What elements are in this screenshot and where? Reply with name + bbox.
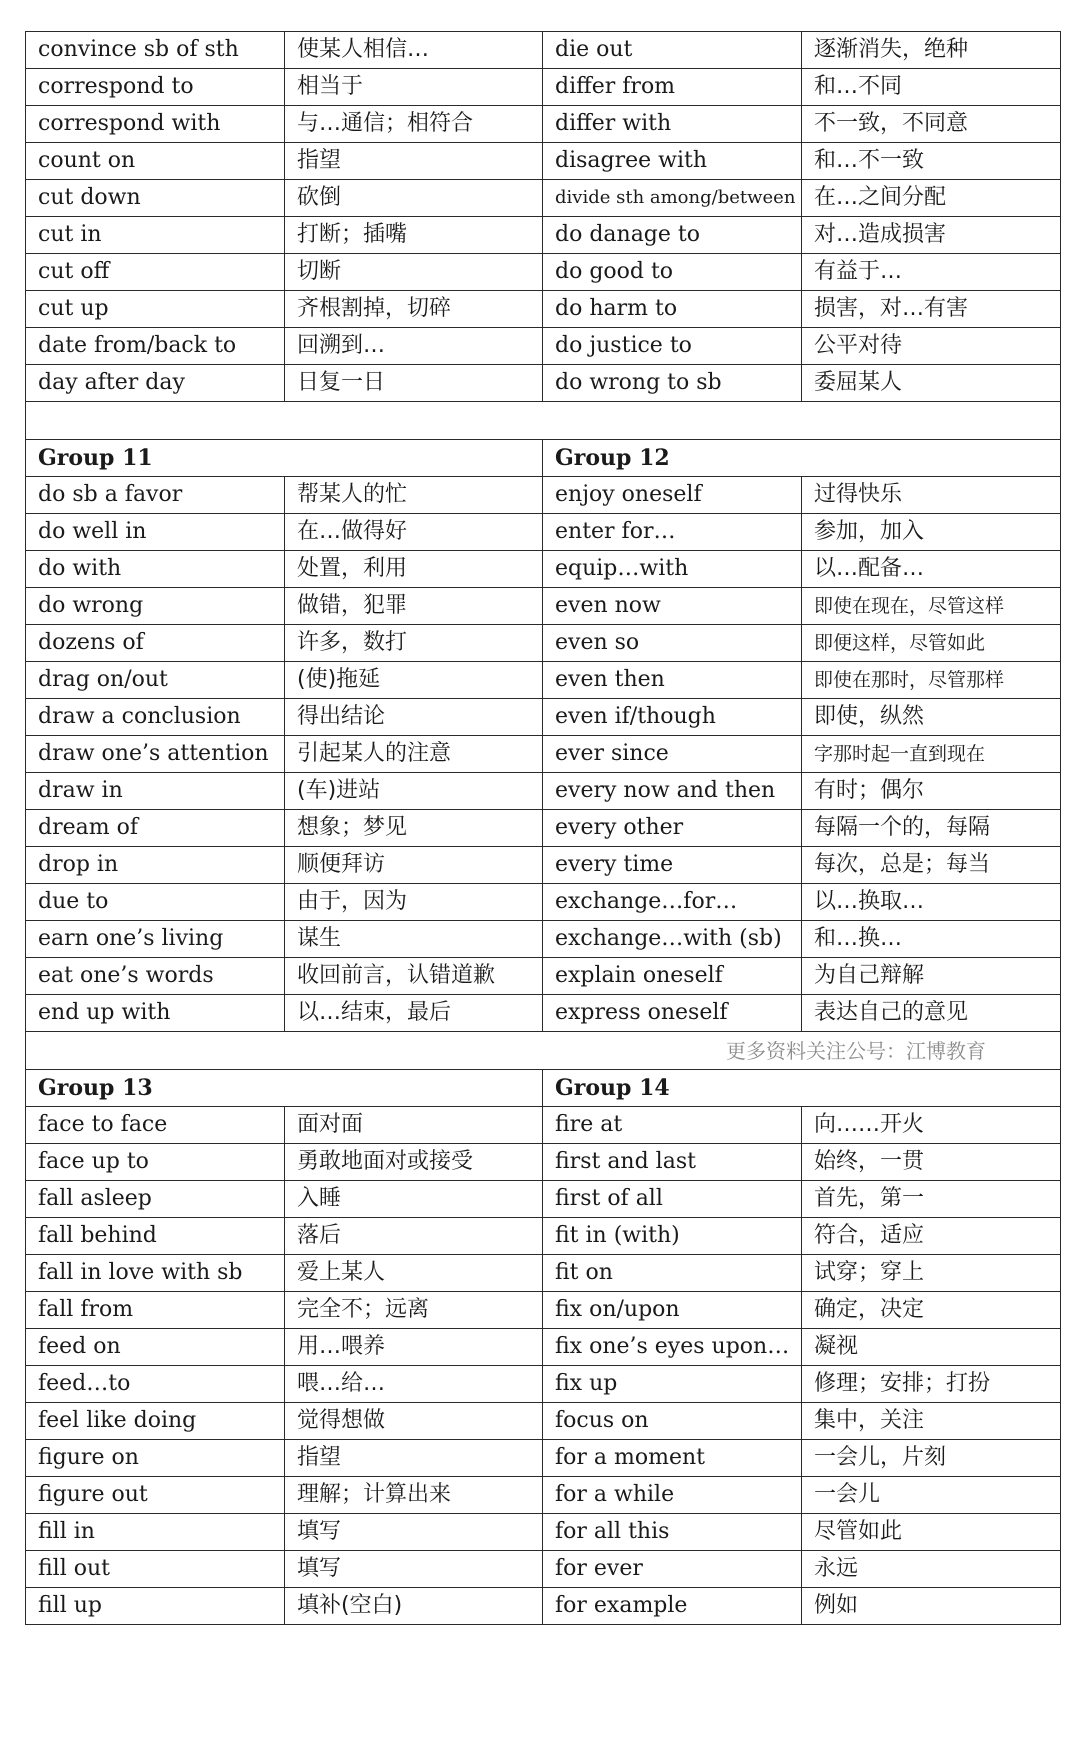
meaning-cell: 相当于 — [285, 69, 543, 106]
table-row — [26, 1292, 1061, 1329]
table-row — [26, 1588, 1061, 1625]
table-row — [26, 1514, 1061, 1551]
table-row — [26, 921, 1061, 958]
meaning-cell: 顺便拜访 — [285, 847, 543, 884]
meaning-cell: 觉得想做 — [285, 1403, 543, 1440]
meaning-cell: 理解；计算出来 — [285, 1477, 543, 1514]
meaning-cell: 以…换取… — [802, 884, 1061, 921]
table-row — [26, 217, 1061, 254]
table-row — [26, 773, 1061, 810]
note-row — [26, 1032, 1061, 1070]
group-header-row — [26, 1070, 1061, 1107]
table-row — [26, 1218, 1061, 1255]
phrase-cell: fix one’s eyes upon… — [543, 1329, 802, 1366]
meaning-cell: 逐渐消失，绝种 — [802, 32, 1061, 69]
meaning-cell: 即便这样，尽管如此 — [802, 625, 1061, 662]
phrase-cell: enter for… — [543, 514, 802, 551]
table-row — [26, 291, 1061, 328]
phrase-cell: fill in — [26, 1514, 285, 1551]
meaning-cell: 砍倒 — [285, 180, 543, 217]
table-row — [26, 69, 1061, 106]
meaning-cell: 对…造成损害 — [802, 217, 1061, 254]
meaning-cell: 即使在现在，尽管这样 — [802, 588, 1061, 625]
meaning-cell: 帮某人的忙 — [285, 477, 543, 514]
phrase-cell: correspond to — [26, 69, 285, 106]
meaning-cell: 喂…给… — [285, 1366, 543, 1403]
table-row — [26, 254, 1061, 291]
meaning-cell: 参加，加入 — [802, 514, 1061, 551]
phrase-cell: fill out — [26, 1551, 285, 1588]
phrase-cell: face up to — [26, 1144, 285, 1181]
meaning-cell: 填写 — [285, 1551, 543, 1588]
table-row — [26, 1477, 1061, 1514]
meaning-cell: 和…不同 — [802, 69, 1061, 106]
phrase-cell: cut off — [26, 254, 285, 291]
meaning-cell: 落后 — [285, 1218, 543, 1255]
table-row — [26, 328, 1061, 365]
meaning-cell: 勇敢地面对或接受 — [285, 1144, 543, 1181]
meaning-cell: 例如 — [802, 1588, 1061, 1625]
group-title: Group 13 — [26, 1070, 543, 1107]
phrase-cell: drop in — [26, 847, 285, 884]
meaning-cell: 许多，数打 — [285, 625, 543, 662]
phrase-cell: fill up — [26, 1588, 285, 1625]
source-note: 更多资料关注公号：江博教育 — [26, 1032, 1061, 1070]
meaning-cell: 试穿；穿上 — [802, 1255, 1061, 1292]
phrase-cell: first of all — [543, 1181, 802, 1218]
phrase-cell: fall asleep — [26, 1181, 285, 1218]
meaning-cell: 每隔一个的，每隔 — [802, 810, 1061, 847]
table-row — [26, 106, 1061, 143]
phrase-cell: earn one’s living — [26, 921, 285, 958]
phrase-cell: fix up — [543, 1366, 802, 1403]
meaning-cell: 使某人相信… — [285, 32, 543, 69]
meaning-cell: 确定，决定 — [802, 1292, 1061, 1329]
meaning-cell: 首先，第一 — [802, 1181, 1061, 1218]
phrase-cell: convince sb of sth — [26, 32, 285, 69]
phrase-cell: first and last — [543, 1144, 802, 1181]
phrase-cell: explain oneself — [543, 958, 802, 995]
meaning-cell: 谋生 — [285, 921, 543, 958]
phrase-cell: draw a conclusion — [26, 699, 285, 736]
phrase-cell: face to face — [26, 1107, 285, 1144]
phrase-cell: do harm to — [543, 291, 802, 328]
phrase-cell: every other — [543, 810, 802, 847]
meaning-cell: 指望 — [285, 1440, 543, 1477]
table-row — [26, 1181, 1061, 1218]
phrase-cell: draw in — [26, 773, 285, 810]
phrase-cell: differ with — [543, 106, 802, 143]
phrase-cell: fall from — [26, 1292, 285, 1329]
table-row — [26, 32, 1061, 69]
phrase-cell: count on — [26, 143, 285, 180]
table-row — [26, 551, 1061, 588]
group-title: Group 11 — [26, 440, 543, 477]
phrase-cell: even if/though — [543, 699, 802, 736]
phrase-cell: figure on — [26, 1440, 285, 1477]
phrase-cell: fall behind — [26, 1218, 285, 1255]
meaning-cell: 为自己辩解 — [802, 958, 1061, 995]
meaning-cell: 符合，适应 — [802, 1218, 1061, 1255]
phrase-cell: enjoy oneself — [543, 477, 802, 514]
meaning-cell: 修理；安排；打扮 — [802, 1366, 1061, 1403]
phrase-cell: differ from — [543, 69, 802, 106]
meaning-cell: 爱上某人 — [285, 1255, 543, 1292]
meaning-cell: 一会儿，片刻 — [802, 1440, 1061, 1477]
phrase-cell: feel like doing — [26, 1403, 285, 1440]
phrase-cell: focus on — [543, 1403, 802, 1440]
meaning-cell: 齐根割掉，切碎 — [285, 291, 543, 328]
table-row — [26, 1144, 1061, 1181]
meaning-cell: (使)拖延 — [285, 662, 543, 699]
phrase-cell: do danage to — [543, 217, 802, 254]
phrase-table-body — [26, 32, 1061, 1625]
table-row — [26, 1440, 1061, 1477]
meaning-cell: 损害，对…有害 — [802, 291, 1061, 328]
table-row — [26, 180, 1061, 217]
meaning-cell: 过得快乐 — [802, 477, 1061, 514]
phrase-cell: do sb a favor — [26, 477, 285, 514]
meaning-cell: 凝视 — [802, 1329, 1061, 1366]
phrase-cell: do wrong — [26, 588, 285, 625]
meaning-cell: (车)进站 — [285, 773, 543, 810]
phrase-cell: do good to — [543, 254, 802, 291]
phrase-cell: exchange…for… — [543, 884, 802, 921]
phrase-cell: die out — [543, 32, 802, 69]
phrase-cell: every time — [543, 847, 802, 884]
meaning-cell: 做错，犯罪 — [285, 588, 543, 625]
phrase-cell: fire at — [543, 1107, 802, 1144]
meaning-cell: 委屈某人 — [802, 365, 1061, 402]
meaning-cell: 即使在那时，尽管那样 — [802, 662, 1061, 699]
table-row — [26, 810, 1061, 847]
phrase-cell: dream of — [26, 810, 285, 847]
table-row — [26, 662, 1061, 699]
phrase-cell: fix on/upon — [543, 1292, 802, 1329]
phrase-table — [25, 31, 1061, 1625]
phrase-cell: cut up — [26, 291, 285, 328]
phrase-cell: even so — [543, 625, 802, 662]
phrase-cell: do well in — [26, 514, 285, 551]
meaning-cell: 想象；梦见 — [285, 810, 543, 847]
phrase-cell: even then — [543, 662, 802, 699]
phrase-cell: fit in (with) — [543, 1218, 802, 1255]
meaning-cell: 和…换… — [802, 921, 1061, 958]
table-row — [26, 143, 1061, 180]
table-row — [26, 1255, 1061, 1292]
group-title: Group 12 — [543, 440, 1061, 477]
meaning-cell: 集中，关注 — [802, 1403, 1061, 1440]
phrase-cell: eat one’s words — [26, 958, 285, 995]
phrase-cell: fall in love with sb — [26, 1255, 285, 1292]
phrase-cell: do wrong to sb — [543, 365, 802, 402]
meaning-cell: 永远 — [802, 1551, 1061, 1588]
meaning-cell: 填写 — [285, 1514, 543, 1551]
spacer-row — [26, 402, 1061, 440]
table-row — [26, 1329, 1061, 1366]
phrase-cell: due to — [26, 884, 285, 921]
meaning-cell: 填补(空白) — [285, 1588, 543, 1625]
phrase-cell: equip…with — [543, 551, 802, 588]
phrase-cell: do with — [26, 551, 285, 588]
table-row — [26, 365, 1061, 402]
phrase-cell: ever since — [543, 736, 802, 773]
table-row — [26, 1107, 1061, 1144]
phrase-cell: disagree with — [543, 143, 802, 180]
table-row — [26, 1403, 1061, 1440]
table-row — [26, 736, 1061, 773]
phrase-cell: fit on — [543, 1255, 802, 1292]
meaning-cell: 在…做得好 — [285, 514, 543, 551]
meaning-cell: 字那时起一直到现在 — [802, 736, 1061, 773]
meaning-cell: 向……开火 — [802, 1107, 1061, 1144]
phrase-cell: exchange…with (sb) — [543, 921, 802, 958]
meaning-cell: 在…之间分配 — [802, 180, 1061, 217]
phrase-cell: every now and then — [543, 773, 802, 810]
meaning-cell: 回溯到… — [285, 328, 543, 365]
table-row — [26, 625, 1061, 662]
phrase-cell: end up with — [26, 995, 285, 1032]
phrase-cell: for all this — [543, 1514, 802, 1551]
phrase-cell: do justice to — [543, 328, 802, 365]
meaning-cell: 和…不一致 — [802, 143, 1061, 180]
table-row — [26, 958, 1061, 995]
phrase-cell: day after day — [26, 365, 285, 402]
meaning-cell: 始终，一贯 — [802, 1144, 1061, 1181]
table-row — [26, 514, 1061, 551]
table-row — [26, 699, 1061, 736]
group-title: Group 14 — [543, 1070, 1061, 1107]
table-row — [26, 588, 1061, 625]
phrase-cell: even now — [543, 588, 802, 625]
meaning-cell: 处置，利用 — [285, 551, 543, 588]
meaning-cell: 每次，总是；每当 — [802, 847, 1061, 884]
meaning-cell: 以…结束，最后 — [285, 995, 543, 1032]
table-row — [26, 1551, 1061, 1588]
meaning-cell: 日复一日 — [285, 365, 543, 402]
phrase-cell: feed…to — [26, 1366, 285, 1403]
meaning-cell: 打断；插嘴 — [285, 217, 543, 254]
table-row — [26, 847, 1061, 884]
phrase-cell: for a moment — [543, 1440, 802, 1477]
phrase-cell: drag on/out — [26, 662, 285, 699]
phrase-cell: feed on — [26, 1329, 285, 1366]
phrase-cell: for ever — [543, 1551, 802, 1588]
phrase-cell: date from/back to — [26, 328, 285, 365]
table-row — [26, 884, 1061, 921]
meaning-cell: 切断 — [285, 254, 543, 291]
meaning-cell: 有益于… — [802, 254, 1061, 291]
phrase-cell: figure out — [26, 1477, 285, 1514]
phrase-cell: cut down — [26, 180, 285, 217]
phrase-cell: for a while — [543, 1477, 802, 1514]
meaning-cell: 面对面 — [285, 1107, 543, 1144]
table-row — [26, 995, 1061, 1032]
meaning-cell: 引起某人的注意 — [285, 736, 543, 773]
meaning-cell: 与…通信；相符合 — [285, 106, 543, 143]
meaning-cell: 公平对待 — [802, 328, 1061, 365]
phrase-cell: for example — [543, 1588, 802, 1625]
phrase-cell: divide sth among/between — [543, 180, 802, 217]
meaning-cell: 由于，因为 — [285, 884, 543, 921]
phrase-cell: cut in — [26, 217, 285, 254]
phrase-cell: express oneself — [543, 995, 802, 1032]
meaning-cell: 即使，纵然 — [802, 699, 1061, 736]
meaning-cell: 指望 — [285, 143, 543, 180]
phrase-cell: draw one’s attention — [26, 736, 285, 773]
meaning-cell: 入睡 — [285, 1181, 543, 1218]
meaning-cell: 得出结论 — [285, 699, 543, 736]
meaning-cell: 完全不；远离 — [285, 1292, 543, 1329]
spacer-cell — [26, 402, 1061, 440]
table-row — [26, 477, 1061, 514]
meaning-cell: 一会儿 — [802, 1477, 1061, 1514]
meaning-cell: 有时；偶尔 — [802, 773, 1061, 810]
phrase-cell: dozens of — [26, 625, 285, 662]
meaning-cell: 不一致，不同意 — [802, 106, 1061, 143]
meaning-cell: 以…配备… — [802, 551, 1061, 588]
table-row — [26, 1366, 1061, 1403]
meaning-cell: 用…喂养 — [285, 1329, 543, 1366]
group-header-row — [26, 440, 1061, 477]
meaning-cell: 表达自己的意见 — [802, 995, 1061, 1032]
meaning-cell: 尽管如此 — [802, 1514, 1061, 1551]
meaning-cell: 收回前言，认错道歉 — [285, 958, 543, 995]
phrase-cell: correspond with — [26, 106, 285, 143]
